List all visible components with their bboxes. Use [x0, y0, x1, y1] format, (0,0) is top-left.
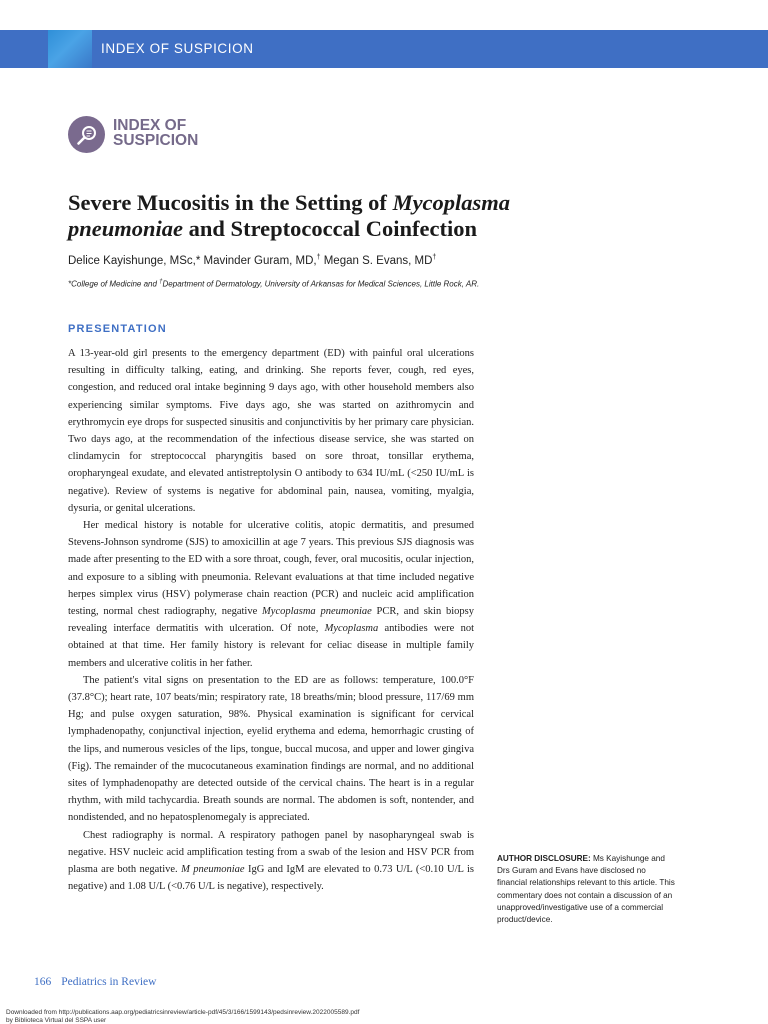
paragraph-4-italic: M pneumoniae	[181, 864, 245, 876]
paragraph-2	[68, 517, 474, 672]
logo-line-1: INDEX OF	[113, 117, 187, 134]
author-2-mark: †	[316, 254, 321, 261]
affiliation-mark: †	[159, 279, 163, 285]
title-italic-1: Mycoplasma	[392, 190, 511, 215]
paragraph-2-text-b: PCR, and skin biopsy revealing interface dermatitis with ulceration. Of note,	[68, 606, 474, 635]
logo-line-2: SUSPICION	[113, 132, 199, 149]
section-heading: PRESENTATION	[68, 323, 167, 335]
index-of-suspicion-logo	[68, 116, 228, 156]
paragraph-2-text-c: antibodies were not obtained at that time. Her family history is relevant for celiac disease in multiple family members and ulcerative colitis in her father.	[68, 623, 475, 669]
header-banner	[0, 30, 768, 68]
author-list	[68, 254, 436, 267]
banner-accent-tab	[48, 30, 92, 68]
paragraph-3: The patient's vital signs on presentation to the ED are as follows: temperature, 100.0°F (37.8°C); heart rate, 107 beats/min; respiratory rate, 18 breaths/min; blood pressure, 117/69 mm Hg; and pulse oxygen saturation, 98%. Physical examination is significant for cervical lymphadenopathy, conjunctival injection, eyelid erythema and edema, hemorrhagic crusting of the lips, and numerous vesicles of the lips, tongue, buccal mucosa, and upper and lower gingiva (Fig). The remainder of the mucocutaneous examination findings are normal, and no additional sites of lymphadenopathy are detected outside of the cervical chains. The heart is in a regular rhythm, with mild tachycardia. Breath sounds are normal. The abdomen is soft, nontender, and nondistended, and no hepatosplenomegaly is appreciated.	[68, 674, 474, 824]
paragraph-2-text-a: Her medical history is notable for ulcerative colitis, atopic dermatitis, and presumed Stevens-Johnson syndrome (SJS) to amoxicillin at age 7 years. This previous SJS diagnosis was made after presenting to the ED with a sore throat, cough, fever, oral mucositis, ocular injection, and exposure to a sibling with pneumonia. Relevant evaluations at that time included negative herpes simplex virus (HSV) polymerase chain reaction (PCR) and nucleic acid amplification testing, normal chest radiography, negative	[68, 520, 474, 618]
author-3-mark: †	[432, 254, 437, 261]
affiliation-part-2: Department of Dermatology, University of Arkansas for Medical Sciences, Little Rock, AR.	[162, 279, 480, 289]
title-italic-2: pneumoniae	[68, 216, 184, 241]
disclosure-text: Ms Kayishunge and Drs Guram and Evans have disclosed no financial relationships relevant to this article. This commentary does not contain a discussion of an unapproved/investigative use of a commercial product/device.	[497, 854, 675, 925]
banner-label: INDEX OF SUSPICION	[101, 41, 254, 56]
author-3: Megan S. Evans, MD	[320, 254, 433, 267]
affiliation-part-1: *College of Medicine and	[68, 279, 160, 289]
author-2: Mavinder Guram, MD,	[200, 254, 317, 267]
paragraph-4	[68, 827, 474, 896]
magnifier-icon	[68, 116, 105, 153]
download-notice	[6, 1009, 706, 1024]
title-part-1: Severe Mucositis in the Setting of	[68, 190, 393, 215]
paragraph-4-text-a: Chest radiography is normal. A respiratory pathogen panel by nasopharyngeal swab is negative. HSV nucleic acid amplification testing from a swab of the lesion and HSV PCR from plasma are both negative.	[68, 829, 474, 876]
author-disclosure	[497, 853, 677, 926]
disclosure-label: AUTHOR DISCLOSURE:	[497, 854, 591, 863]
article-body	[68, 345, 474, 896]
affiliations	[68, 279, 479, 289]
download-line-2: by Biblioteca Virtual del SSPA user	[6, 1016, 107, 1024]
journal-name: Pediatrics in Review	[61, 976, 157, 988]
paragraph-1: A 13-year-old girl presents to the emergency department (ED) with painful oral ulcerations resulting in difficulty talking, eating, and drinking. She reports fever, cough, red eyes, congestion, and reduced oral intake beginning 9 days ago, with other household members also experiencing similar symptoms. Five days ago, she was started on azithromycin and erythromycin eye drops for suspected sinusitis and conjunctivitis by her primary care physician. Two days ago, at the recommendation of the infectious disease service, she was started on clindamycin for streptococcal pharyngitis based on sore throat, tonsillar erythema, oropharyngeal exudate, and elevated antistreptolysin O antibody to 634 IU/mL (<250 IU/mL is negative). Review of systems is negative for abdominal pain, nausea, vomiting, myalgia, dysuria, or genital ulcerations.	[68, 348, 474, 514]
title-part-2: and Streptococcal Coinfection	[183, 216, 477, 241]
page-footer	[34, 976, 156, 988]
article-title	[68, 190, 688, 242]
paragraph-4-text-b: IgG and IgM are elevated to 0.73 U/L (<0.10 U/L is negative) and 1.08 U/L (<0.76 U/L is negative), respectively.	[68, 864, 474, 893]
paragraph-2-italic-2: Mycoplasma	[324, 623, 379, 635]
page-number: 166	[34, 976, 52, 988]
paragraph-2-italic-1: Mycoplasma pneumoniae	[262, 606, 372, 618]
download-line-1: Downloaded from http://publications.aap.org/pediatricsinreview/article-pdf/45/3/166/1599143/pedsinreview.2022005589.pdf	[6, 1009, 360, 1016]
author-1: Delice Kayishunge, MSc,*	[68, 254, 201, 267]
logo-text	[113, 118, 198, 148]
